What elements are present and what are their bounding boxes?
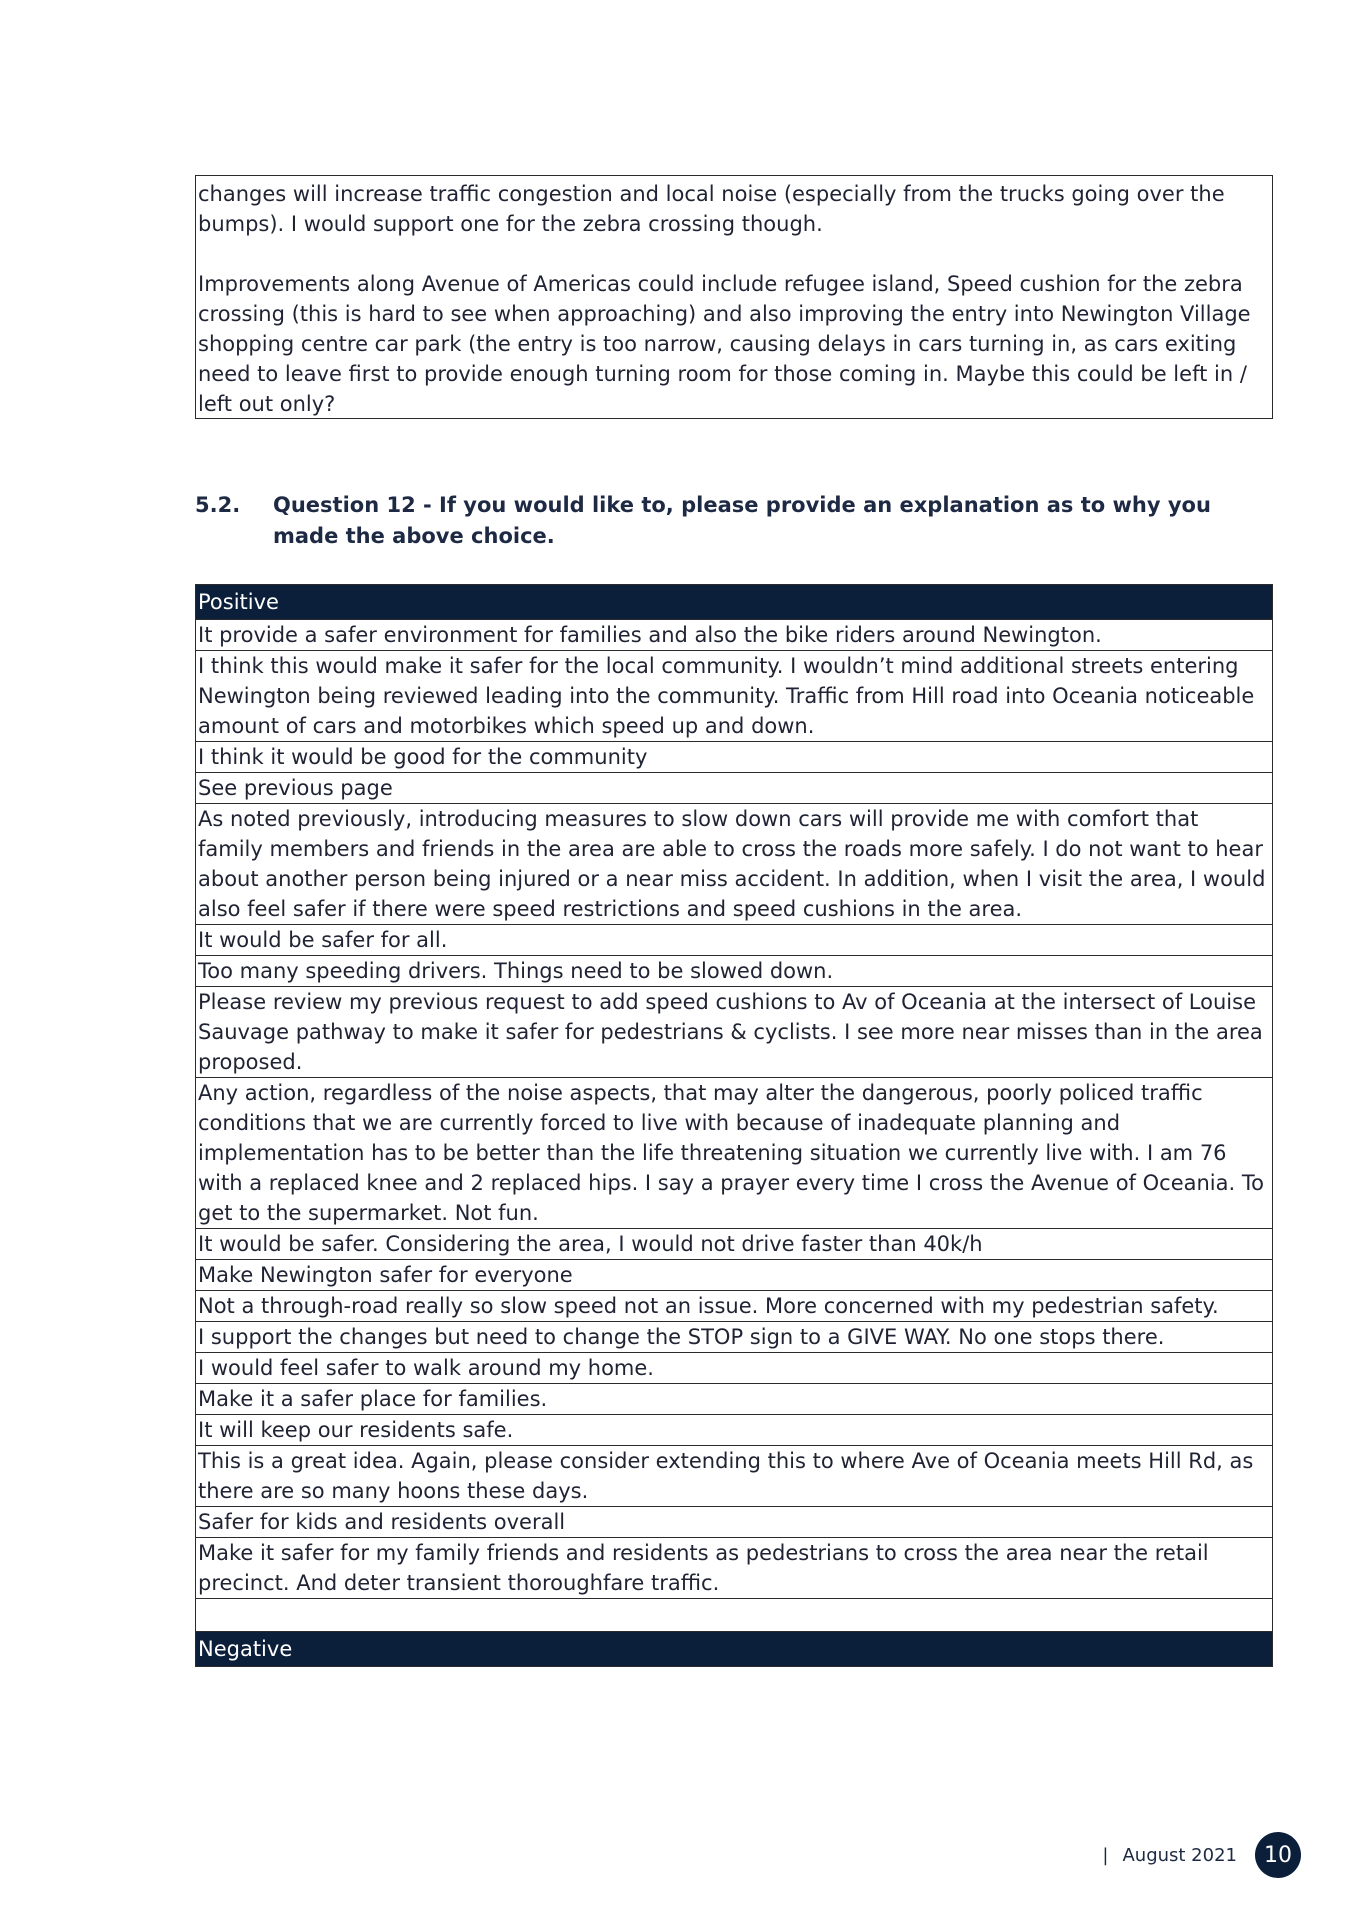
response-cell: As noted previously, introducing measures to slow down cars will provide me with comfort that family members and friends in the area are able to cross the roads more safely. I do not want to hear about another person being injured or a near miss accident. In addition, when I visit the area, I would also feel safer if there were speed restrictions and speed cushions in the area. bbox=[196, 804, 1273, 925]
response-cell: Make it a safer place for families. bbox=[196, 1384, 1273, 1415]
response-cell: I think this would make it safer for the local community. I wouldn’t mind additional streets entering Newington being reviewed leading into the community. Traffic from Hill road into Oceania noticeable amount of cars and motorbikes which speed up and down. bbox=[196, 651, 1273, 742]
response-cell: Make Newington safer for everyone bbox=[196, 1260, 1273, 1291]
page-number-badge: 10 bbox=[1255, 1832, 1301, 1878]
table-row bbox=[196, 651, 1273, 742]
response-cell: This is a great idea. Again, please consider extending this to where Ave of Oceania meets Hill Rd, as there are so many hoons these days. bbox=[196, 1446, 1273, 1507]
table-row bbox=[196, 1322, 1273, 1353]
table-row bbox=[196, 1415, 1273, 1446]
response-cell: I support the changes but need to change the STOP sign to a GIVE WAY. No one stops there. bbox=[196, 1322, 1273, 1353]
table-row bbox=[196, 1078, 1273, 1229]
table-row bbox=[196, 773, 1273, 804]
empty-cell bbox=[196, 1599, 1273, 1632]
table-row bbox=[196, 1291, 1273, 1322]
page-footer bbox=[1102, 1832, 1301, 1878]
response-cell: I think it would be good for the community bbox=[196, 742, 1273, 773]
response-cell: It will keep our residents safe. bbox=[196, 1415, 1273, 1446]
table-row bbox=[196, 1538, 1273, 1599]
responses-table bbox=[195, 584, 1273, 1667]
section-title: Question 12 - If you would like to, please provide an explanation as to why you made the above choice. bbox=[273, 493, 1211, 548]
table-row bbox=[196, 925, 1273, 956]
table-row bbox=[196, 1260, 1273, 1291]
previous-response-box bbox=[195, 175, 1273, 419]
response-cell: Any action, regardless of the noise aspects, that may alter the dangerous, poorly policed traffic conditions that we are currently forced to live with because of inadequate planning and implementation has to be better than the life threatening situation we currently live with. I am 76 with a replaced knee and 2 replaced hips. I say a prayer every time I cross the Avenue of Oceania. To get to the supermarket. Not fun. bbox=[196, 1078, 1273, 1229]
response-cell: Too many speeding drivers. Things need to be slowed down. bbox=[196, 956, 1273, 987]
section-number: 5.2. bbox=[195, 493, 241, 517]
response-cell: Please review my previous request to add speed cushions to Av of Oceania at the intersect of Louise Sauvage pathway to make it safer for pedestrians & cyclists. I see more near misses than in the area proposed. bbox=[196, 987, 1273, 1078]
table-row bbox=[196, 1353, 1273, 1384]
response-cell: Not a through-road really so slow speed not an issue. More concerned with my pedestrian safety. bbox=[196, 1291, 1273, 1322]
response-cell: Make it safer for my family friends and residents as pedestrians to cross the area near the retail precinct. And deter transient thoroughfare traffic. bbox=[196, 1538, 1273, 1599]
table-header-positive bbox=[196, 585, 1273, 620]
table-row bbox=[196, 1229, 1273, 1260]
response-cell: It provide a safer environment for families and also the bike riders around Newington. bbox=[196, 620, 1273, 651]
table-row bbox=[196, 620, 1273, 651]
table-row bbox=[196, 987, 1273, 1078]
table-row bbox=[196, 1384, 1273, 1415]
response-cell: It would be safer for all. bbox=[196, 925, 1273, 956]
positive-header-cell: Positive bbox=[196, 585, 1273, 620]
previous-response-paragraph: Improvements along Avenue of Americas could include refugee island, Speed cushion for the zebra crossing (this is hard to see when approaching) and also improving the entry into Newington Village shopping centre car park (the entry is too narrow, causing delays in cars turning in, as cars exiting need to leave first to provide enough turning room for those coming in. Maybe this could be left in / left out only? bbox=[198, 272, 1251, 416]
table-row bbox=[196, 804, 1273, 925]
previous-response-paragraph: changes will increase traffic congestion and local noise (especially from the trucks going over the bumps). I would support one for the zebra crossing though. bbox=[198, 182, 1225, 236]
response-cell: Safer for kids and residents overall bbox=[196, 1507, 1273, 1538]
table-row bbox=[196, 1507, 1273, 1538]
empty-row bbox=[196, 1599, 1273, 1632]
footer-separator: | bbox=[1102, 1844, 1109, 1866]
table-row bbox=[196, 1446, 1273, 1507]
table-row bbox=[196, 742, 1273, 773]
table-header-negative bbox=[196, 1632, 1273, 1667]
response-cell: See previous page bbox=[196, 773, 1273, 804]
response-cell: It would be safer. Considering the area, I would not drive faster than 40k/h bbox=[196, 1229, 1273, 1260]
negative-header-cell: Negative bbox=[196, 1632, 1273, 1667]
table-row bbox=[196, 956, 1273, 987]
footer-date: August 2021 bbox=[1122, 1844, 1237, 1866]
page-margin bbox=[0, 0, 1365, 8]
response-cell: I would feel safer to walk around my home. bbox=[196, 1353, 1273, 1384]
